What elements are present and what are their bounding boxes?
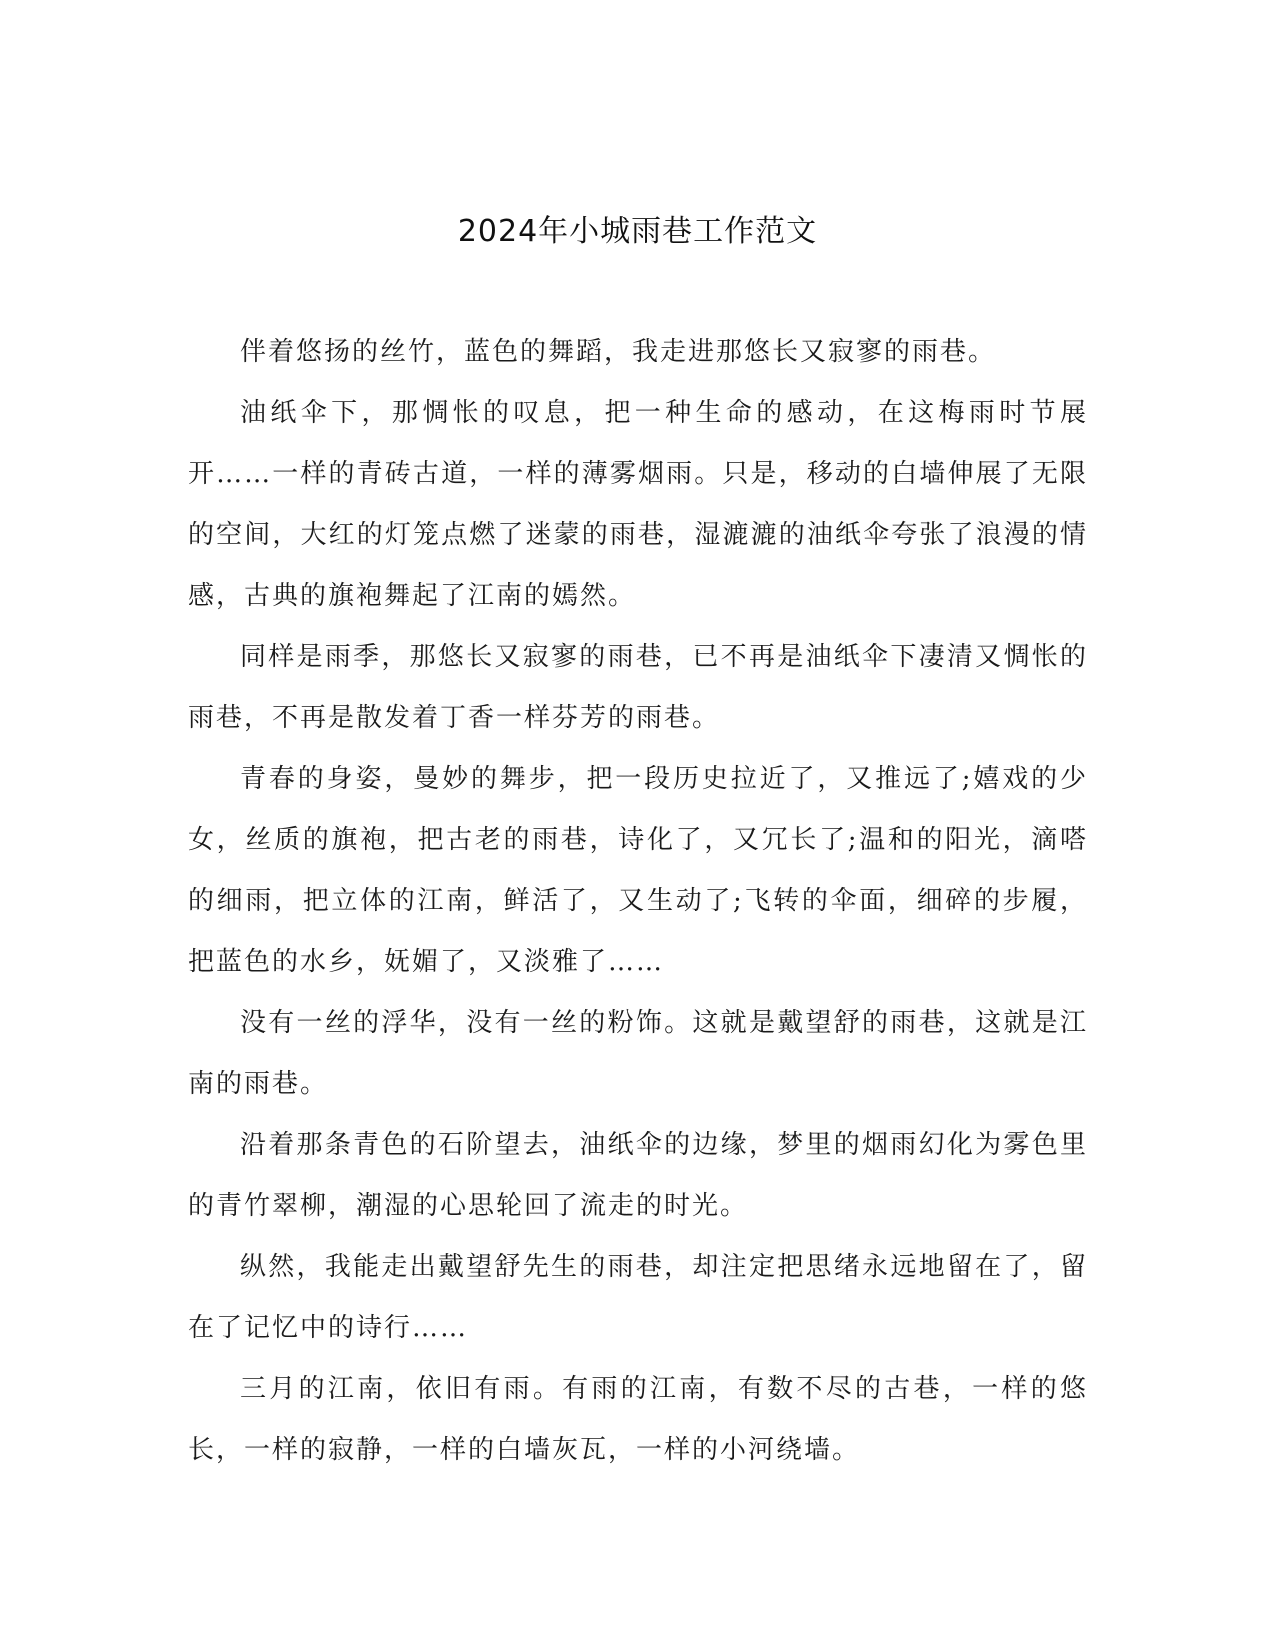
document-body xyxy=(188,322,1088,1481)
paragraph: 伴着悠扬的丝竹，蓝色的舞蹈，我走进那悠长又寂寥的雨巷。 xyxy=(240,337,997,367)
paragraph: 纵然，我能走出戴望舒先生的雨巷，却注定把思绪永远地留在了，留在了记忆中的诗行…… xyxy=(188,1252,1088,1343)
paragraph: 同样是雨季，那悠长又寂寥的雨巷，已不再是油纸伞下凄清又惆怅的雨巷，不再是散发着丁香一样芬芳的雨巷。 xyxy=(188,642,1088,733)
paragraph: 青春的身姿，曼妙的舞步，把一段历史拉近了，又推远了;嬉戏的少女，丝质的旗袍，把古老的雨巷，诗化了，又冗长了;温和的阳光，滴嗒的细雨，把立体的江南，鲜活了，又生动了;飞转的伞面，细碎的步履，把蓝色的水乡，妩媚了，又淡雅了…… xyxy=(188,764,1088,977)
paragraph: 三月的江南，依旧有雨。有雨的江南，有数不尽的古巷，一样的悠长，一样的寂静，一样的白墙灰瓦，一样的小河绕墙。 xyxy=(188,1374,1088,1465)
paragraph: 油纸伞下，那惆怅的叹息，把一种生命的感动，在这梅雨时节展开……一样的青砖古道，一样的薄雾烟雨。只是，移动的白墙伸展了无限的空间，大红的灯笼点燃了迷蒙的雨巷，湿漉漉的油纸伞夸张了浪漫的情感，古典的旗袍舞起了江南的嫣然。 xyxy=(188,398,1088,611)
paragraph: 没有一丝的浮华，没有一丝的粉饰。这就是戴望舒的雨巷，这就是江南的雨巷。 xyxy=(188,1008,1088,1099)
paragraph: 沿着那条青色的石阶望去，油纸伞的边缘，梦里的烟雨幻化为雾色里的青竹翠柳，潮湿的心思轮回了流走的时光。 xyxy=(188,1130,1088,1221)
document-title: 2024年小城雨巷工作范文 xyxy=(457,214,818,249)
